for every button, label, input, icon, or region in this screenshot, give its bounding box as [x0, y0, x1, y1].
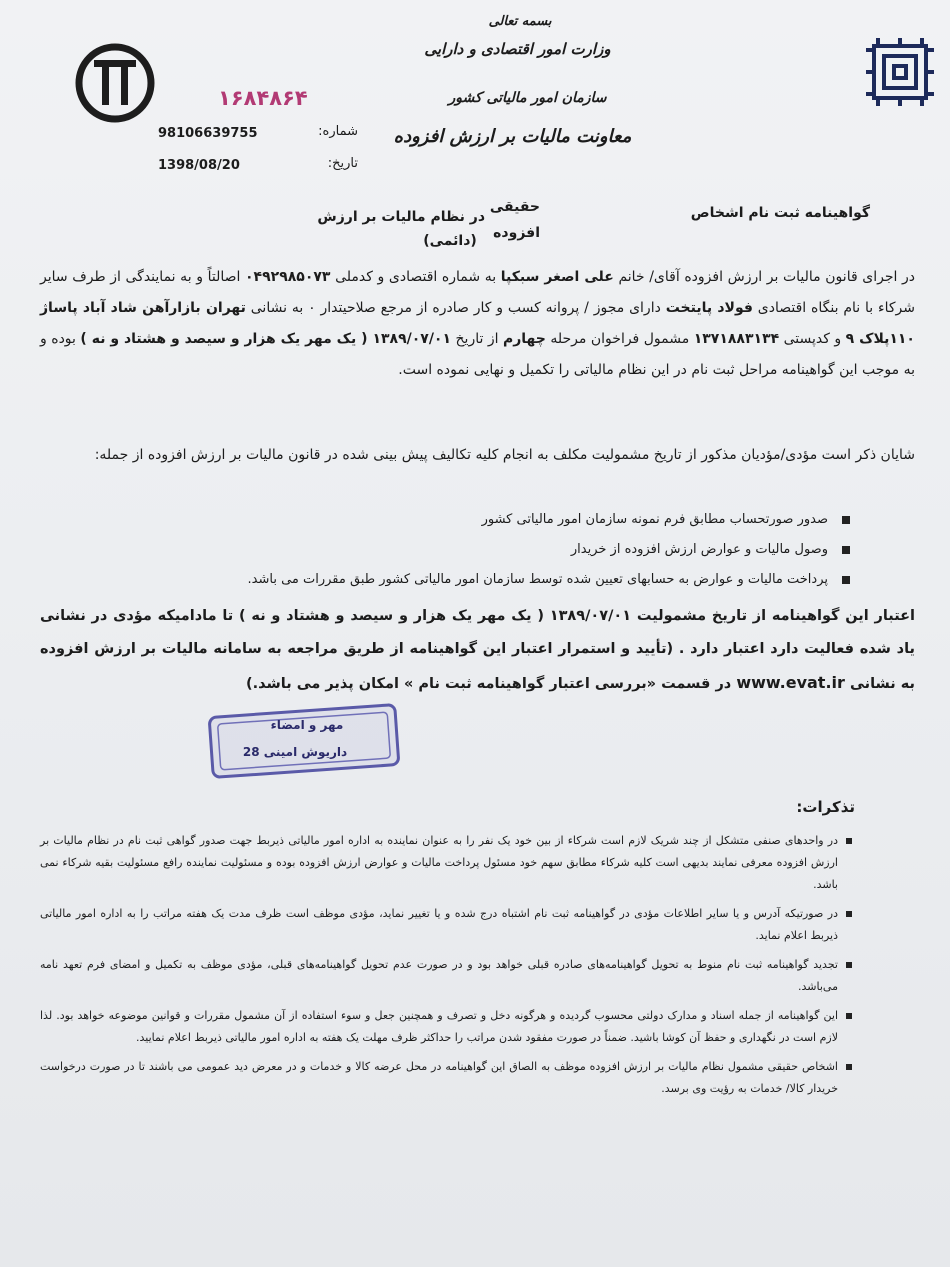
- address: تهران بازارآهن شاد آباد پاساژ ۱۱۰پلاک ۹: [40, 300, 915, 347]
- certificate-title: گواهینامه ثبت نام اشخاص: [690, 205, 870, 221]
- postal-code: ۱۳۷۱۸۸۳۱۳۴: [693, 331, 780, 347]
- vat-logo-icon: [70, 38, 160, 128]
- organization-name: سازمان امور مالیاتی کشور: [448, 90, 607, 106]
- date-label: تاریخ:: [327, 156, 358, 171]
- body-text-segment: بوده و به موجب این گواهینامه مراحل ثبت نام در این نظام مالیاتی را تکمیل و نهایی نموده است.: [40, 331, 915, 378]
- stamp-label: مهر و امضاء: [270, 718, 344, 732]
- body-text-segment: دارای مجوز / پروانه کسب و کار صادره از مرجع صلاحیتدار ۰ به نشانی: [250, 300, 661, 316]
- body-text-segment: از تاریخ: [455, 331, 499, 347]
- list-item: این گواهینامه از جمله اسناد و مدارک دولتی محسوب گردیده و هرگونه دخل و تصرف و همچنین جعل و سوء استفاده از آن مشمول مقررات و قوانین موضوعه خواهد بود. لذا لازم است در نگهداری و حفظ آن کوشا باشید. ضمناً در صورت مفقود شدن مراتب را حداکثر ظرف مهلت یک هفته به اداره امور مالیاتی ذیربط اعلام نمایید.: [40, 1005, 852, 1049]
- document-number: 98106639755: [158, 126, 258, 141]
- list-item: صدور صورتحساب مطابق فرم نمونه سازمان امور مالیاتی کشور: [180, 505, 850, 535]
- notes-title: تذکرات:: [796, 798, 855, 816]
- serial-number: ۱۶۸۴۸۶۴: [218, 86, 308, 110]
- list-item: در واحدهای صنفی متشکل از چند شریک لازم است شرکاء از بین خود یک نفر را به عنوان نماینده به اداره امور مالیاتی ذیربط جهت صدور گواهی ثبت نام در نظام مالیات بر ارزش افزوده معرفی نمایند بدیهی است کلیه شرکاء مطابق سهم خود مسئول پرداخت مالیات و عوارض ارزش افزوده بوده و مسئولیت نماینده رافع مسئولیت بقیه شرکاء نمی باشد.: [40, 830, 852, 896]
- obligations-paragraph: شایان ذکر است مؤدی/مؤدیان مذکور از تاریخ مشمولیت مکلف به انجام کلیه تکالیف پیش بینی شده در قانون مالیات بر ارزش افزوده از جمله:: [94, 447, 915, 463]
- evat-link[interactable]: www.evat.ir: [736, 673, 845, 692]
- business-name: فولاد پایتخت: [665, 300, 753, 316]
- start-date: ۱۳۸۹/۰۷/۰۱ ( یک مهر یک هزار و سیصد و هشتاد و نه ): [80, 331, 452, 347]
- person-name: علی اصغر سبکپا: [500, 269, 614, 285]
- list-item: پرداخت مالیات و عوارض به حسابهای تعیین شده توسط سازمان امور مالیاتی کشور طبق مقررات می باشد.: [180, 565, 850, 595]
- notes-list: [40, 830, 852, 1107]
- stamp-signatory: داریوش امینی 28: [242, 745, 348, 759]
- number-label: شماره:: [318, 124, 358, 139]
- validity-paragraph: [40, 600, 915, 701]
- certificate-body-paragraph: [40, 262, 915, 386]
- document-date: 1398/08/20: [158, 158, 240, 173]
- body-text-segment: به شماره اقتصادی و کدملی: [335, 269, 497, 285]
- tax-organization-emblem-icon: [864, 36, 936, 108]
- national-code: ۰۴۹۲۹۸۵۰۷۳: [245, 269, 331, 285]
- title-system: در نظام مالیات بر ارزش افزوده: [317, 209, 540, 241]
- official-stamp-icon: [206, 701, 402, 780]
- list-item: اشخاص حقیقی مشمول نظام مالیات بر ارزش افزوده موظف به الصاق این گواهینامه در محل عرضه کالا و خدمات و در معرض دید عمومی می باشند تا در صورت درخواست خریدار کالا/ خدمات به رؤیت وی برسد.: [40, 1056, 852, 1100]
- certificate-permanence: (دائمی): [423, 233, 477, 249]
- phase: چهارم: [502, 331, 546, 347]
- validity-text: اعتبار این گواهینامه از تاریخ مشمولیت ۱۳۸۹/۰۷/۰۱ ( یک مهر یک هزار و سیصد و هشتاد و نه ) تا مادامیکه مؤدی در نشانی یاد شده فعالیت دارد اعتبار دارد . (تأیید و استمرار اعتبار این گواهینامه از طریق مراجعه به سامانه مالیات بر ارزش افزوده به نشانی: [40, 608, 915, 692]
- list-item: در صورتیکه آدرس و یا سایر اطلاعات مؤدی در گواهینامه ثبت نام اشتباه درج شده و یا تغییر نماید، مؤدی موظف است ظرف مدت یک هفته مراتب را به اداره امور مالیاتی ذیربط اعلام نماید.: [40, 903, 852, 947]
- body-text-segment: اصالتاً و به نمایندگی از طرف سایر شرکاء با نام بنگاه اقتصادی: [40, 269, 916, 316]
- body-intro: در اجرای قانون مالیات بر ارزش افزوده آقای/ خانم: [618, 269, 915, 285]
- obligations-list: [180, 505, 850, 595]
- ministry-name: وزارت امور اقتصادی و دارایی: [424, 40, 611, 58]
- list-item: وصول مالیات و عوارض ارزش افزوده از خریدار: [180, 535, 850, 565]
- bismillah-text: بسمه تعالی: [488, 14, 552, 29]
- deputy-name: معاونت مالیات بر ارزش افزوده: [393, 126, 632, 147]
- person-type: حقیقی: [489, 199, 540, 215]
- list-item: تجدید گواهینامه ثبت نام منوط به تحویل گواهینامه‌های صادره قبلی خواهد بود و در صورت عدم تحویل گواهینامه‌های قبلی، مؤدی موظف به تکمیل و امضای فرم تعهد نامه می‌باشد.: [40, 954, 852, 998]
- body-text-segment: و کدپستی: [783, 331, 842, 347]
- validity-text-end: در قسمت «بررسی اعتبار گواهینامه ثبت نام » امکان پذیر می باشد.): [246, 676, 732, 692]
- body-text-segment: مشمول فراخوان مرحله: [550, 331, 690, 347]
